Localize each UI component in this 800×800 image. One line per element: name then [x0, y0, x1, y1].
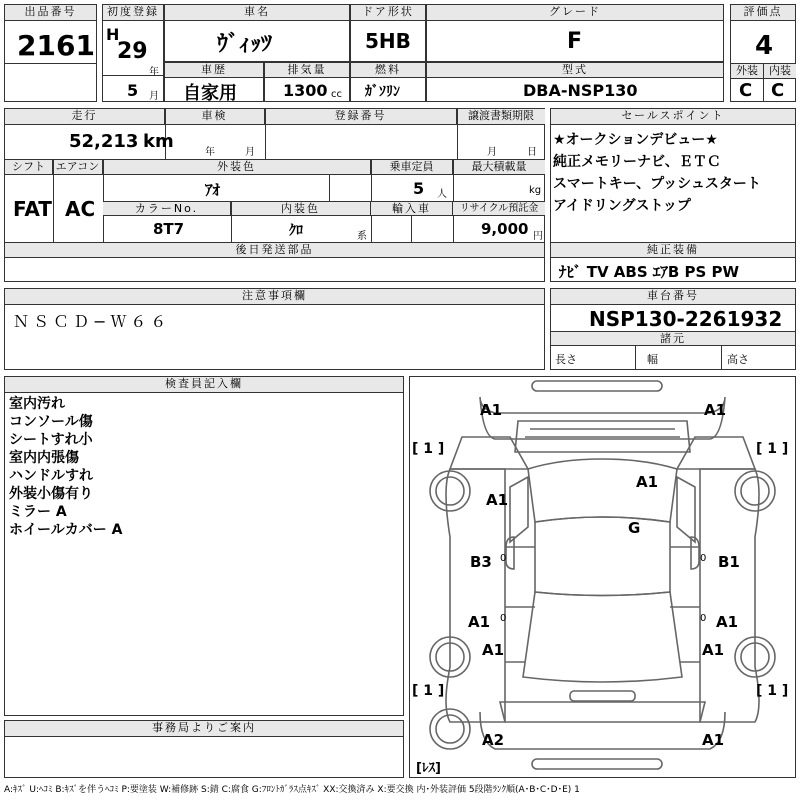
mark-fender-left: A1 [486, 491, 509, 509]
recycle-unit: 円 [533, 231, 543, 242]
interior-color: ｸﾛ [289, 223, 303, 239]
car-diagram [409, 376, 796, 778]
score-label: 評価点 [731, 5, 795, 21]
fuel-cell [350, 62, 426, 102]
history: 自家用 [183, 83, 237, 104]
score-cell [730, 4, 796, 102]
car-outline-svg [410, 377, 795, 777]
office-box [4, 720, 404, 778]
roof [535, 517, 670, 596]
inspector-note: 室内内張傷 [9, 450, 79, 466]
mark-rear-door-right: A1 [716, 613, 739, 631]
capacity-label: 乗車定員 [371, 160, 453, 175]
transfer-day-unit: 日 [527, 147, 537, 158]
mark-rear-door-left: A1 [468, 613, 491, 631]
legend: A:ｷｽﾞ U:ﾍｺﾐ B:ｷｽﾞを伴うﾍｺﾐ P:要塗装 W:補修跡 S:錆 C:腐食 G:ﾌﾛﾝﾄｶﾞﾗｽ点ｷｽﾞ XX:交換済み X:要交換 内･外装評価 5段階ﾗﾝｸ順(A･B･C･D･E) 1 [4, 785, 580, 795]
mark-roof: G [628, 519, 641, 537]
chassis-box [550, 288, 796, 370]
door-type: 5HB [365, 29, 411, 53]
notes-box [4, 288, 545, 370]
mark-quarter-right: A1 [702, 641, 725, 659]
inspector-note: ハンドルすれ [9, 468, 93, 484]
mark-quarter-left: A1 [482, 641, 505, 659]
era: H [106, 25, 120, 44]
mark-spare: [ﾚｽ] [416, 761, 441, 776]
mark-door-left: B3 [470, 553, 492, 571]
mark-tire-rr: [ 1 ] [756, 683, 789, 699]
equipment-label: 純正装備 [551, 243, 795, 258]
inspector-note: 外装小傷有り [9, 486, 93, 502]
inspector-box [4, 376, 404, 716]
shift-label: シフト [5, 160, 53, 175]
rear-window [523, 592, 682, 682]
grade: F [567, 29, 583, 54]
mark-rear-left: A2 [482, 731, 505, 749]
recycle-fee: 9,000 [481, 220, 529, 238]
capacity: 5 [413, 179, 425, 198]
exterior-color-label: 外装色 [103, 160, 371, 175]
spec-table [4, 108, 545, 282]
displacement-label: 排気量 [265, 63, 349, 78]
interior-color-label: 内装色 [231, 202, 371, 216]
mileage-unit: km [143, 131, 174, 152]
sales-point-line: ★オークションデビュー★ [553, 132, 718, 148]
displacement: 1300 [283, 81, 328, 100]
car-name: ｳﾞｨｯﾂ [217, 32, 273, 57]
ac: AC [65, 197, 96, 221]
equipment-items: ﾅﾋﾞ TV ABS ｴｱB PS PW [559, 263, 740, 281]
mark-front-right: A1 [704, 401, 727, 419]
mark-zero-rear-right: 0 [700, 613, 707, 624]
insp-month-unit: 月 [245, 147, 255, 158]
chassis-label: 車台番号 [551, 289, 795, 305]
chassis-number: NSP130-2261932 [589, 307, 783, 331]
office-label: 事務局よりご案内 [5, 721, 403, 737]
model-code: DBA-NSP130 [523, 81, 638, 100]
lot-number-cell [4, 4, 97, 102]
door-cell [350, 4, 426, 62]
inspector-note: 室内汚れ [9, 396, 65, 412]
rear-hatch [500, 702, 705, 722]
ext-grade: C [739, 80, 753, 101]
mark-zero-rear-left: 0 [500, 613, 507, 624]
month-unit: 月 [149, 91, 159, 102]
length-label: 長さ [555, 353, 577, 366]
score: 4 [755, 31, 774, 61]
sales-point-line: 純正メモリーナビ、ＥＴＣ [553, 154, 721, 170]
history-label: 車歴 [165, 63, 263, 78]
model-cell [426, 62, 724, 102]
lot-number-label: 出品番号 [5, 5, 96, 21]
mark-windshield: A1 [636, 473, 659, 491]
inspector-note: ミラー A [9, 504, 67, 520]
mark-tire-fl: [ 1 ] [412, 441, 445, 457]
right-side-body [700, 469, 759, 722]
notes-label: 注意事項欄 [5, 289, 544, 305]
shift: FAT [13, 197, 52, 221]
mark-rear-right: A1 [702, 731, 725, 749]
mark-zero-right: 0 [700, 553, 707, 564]
lot-number: 2161 [17, 29, 95, 62]
inspector-label: 検査員記入欄 [5, 377, 403, 393]
first-reg-label: 初度登録 [103, 5, 163, 21]
car-name-label: 車名 [165, 5, 349, 21]
sales-point-line: アイドリングストップ [553, 198, 691, 214]
mark-tire-rl: [ 1 ] [412, 683, 445, 699]
year-unit: 年 [149, 67, 159, 78]
max-load-unit: kg [529, 185, 542, 196]
recycle-label: リサイクル預託金 [453, 202, 545, 216]
exterior-color: ｱｵ [205, 181, 221, 199]
later-parts-label: 後日発送部品 [5, 243, 544, 258]
width-label: 幅 [647, 353, 658, 366]
mark-front-left: A1 [480, 401, 503, 419]
ac-label: エアコン [53, 160, 103, 175]
model-label: 型式 [427, 63, 723, 78]
door-label: ドア形状 [351, 5, 425, 21]
grade-cell [426, 4, 724, 62]
grade-label: グレード [427, 5, 723, 21]
displacement-cell [264, 62, 350, 102]
rear-bumper [480, 712, 725, 749]
first-reg-year: 29 [117, 39, 148, 64]
car-name-cell [164, 4, 350, 62]
int-grade-label: 内装 [764, 64, 796, 79]
mark-door-right: B1 [718, 553, 740, 571]
capacity-unit: 人 [437, 189, 447, 200]
inspector-note: コンソール傷 [9, 414, 93, 430]
interior-color-unit: 系 [357, 231, 367, 242]
transfer-label: 譲渡書類期限 [457, 109, 545, 125]
first-reg-month: 5 [127, 81, 139, 100]
inspector-note: ホイールカバー A [9, 522, 123, 538]
color-no: 8T7 [153, 220, 185, 238]
import-label: 輸入車 [371, 202, 453, 216]
height-label: 高さ [727, 353, 749, 366]
sales-points-label: セールスポイント [551, 109, 795, 125]
transfer-month-unit: 月 [487, 147, 497, 158]
notes-text: ＮＳＣＤ−Ｗ６６ [13, 312, 171, 331]
fuel-label: 燃料 [351, 63, 425, 78]
history-cell [164, 62, 264, 102]
displacement-unit: cc [331, 89, 342, 100]
insp-year-unit: 年 [205, 147, 215, 158]
color-no-label: カラーNo. [103, 202, 231, 216]
front-bumper-bar [532, 381, 662, 391]
mark-zero-left: 0 [500, 553, 507, 564]
sales-point-line: スマートキー、プッシュスタート [553, 176, 761, 192]
fuel: ｶﾞｿﾘﾝ [365, 84, 400, 100]
mileage: 52,213 [69, 131, 139, 152]
sales-points [550, 108, 796, 282]
mark-tire-fr: [ 1 ] [756, 441, 789, 457]
dims-label: 諸元 [551, 332, 795, 346]
reg-no-label: 登録番号 [265, 109, 457, 125]
inspection-label: 車検 [165, 109, 265, 125]
first-registration-cell [102, 4, 164, 102]
ext-grade-label: 外装 [731, 64, 764, 79]
inspector-note: シートすれ小 [9, 432, 93, 448]
max-load-label: 最大積載量 [453, 160, 545, 175]
mileage-label: 走行 [5, 109, 165, 125]
int-grade: C [771, 80, 785, 101]
